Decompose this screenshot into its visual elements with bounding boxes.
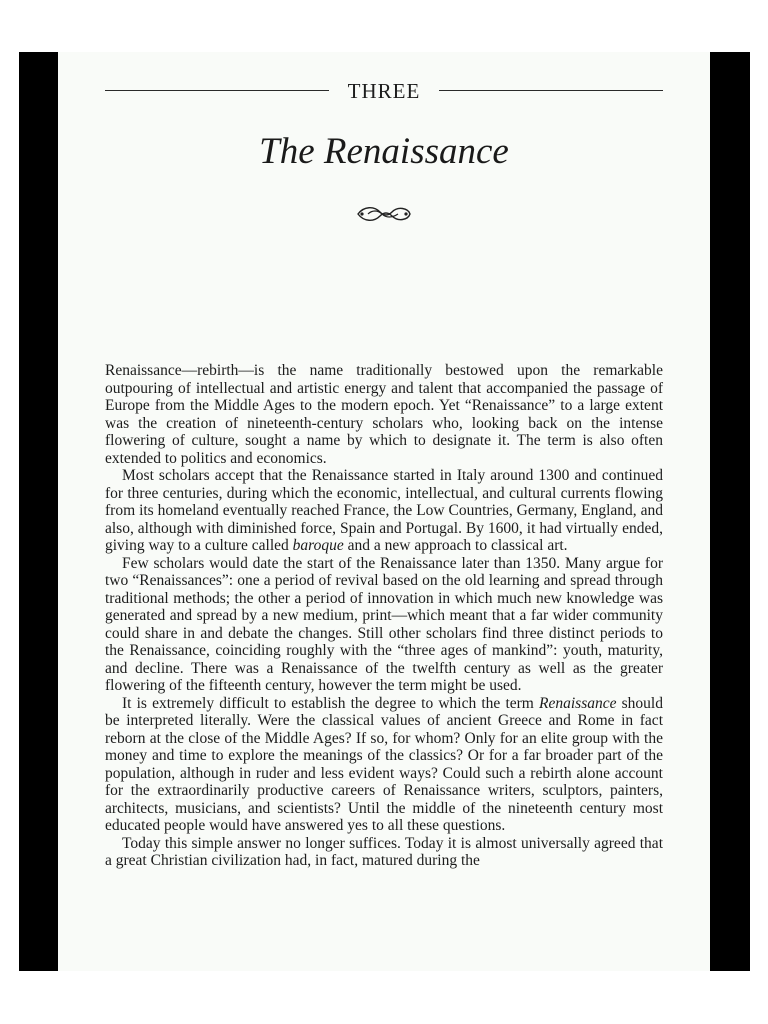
paragraph [105, 467, 663, 555]
chapter-body-text [105, 362, 663, 870]
italic-term: Renaissance [539, 694, 617, 712]
chapter-title: The Renaissance [259, 131, 509, 172]
italic-term: baroque [292, 537, 344, 554]
text-segment: Few scholars would date the start of the Renaissance later than 1350. Many argue for two “Renaissances”: one a period of revival based on the old learning and spread through traditional methods; the other a period of innovation in which much new knowledge was generated and spread by a new medium, print—which meant that a far wider community could share in and debate the changes. Still other scholars find three distinct periods to the Renaissance, coinciding roughly with the “three ages of mankind”: youth, maturity, and decline. There was a Renaissance of the twelfth century as well as the greater flowering of the fifteenth century, however the term might be used. [105, 554, 663, 694]
text-segment: should be interpreted literally. Were the classical values of ancient Greece and Rome in fact reborn at the close of the Middle Ages? If so, for whom? Only for an elite group with the money and time to explore the meanings of the classics? Or for a far broader part of the population, although in ruder and less evident ways? Could such a rebirth alone account for the extraordinarily productive careers of Renaissance writers, sculptors, painters, architects, musicians, and scientists? Until the middle of the nineteenth century most educated people would have answered yes to all these questions. [105, 694, 663, 834]
text-segment: It is extremely difficult to establish the degree to which the term [122, 694, 540, 712]
paragraph [105, 362, 663, 467]
paragraph [105, 695, 663, 835]
text-segment: and a new approach to classical art. [343, 537, 568, 554]
book-page [58, 52, 710, 971]
paragraph [105, 555, 663, 695]
paragraph [105, 835, 663, 870]
flourish-ornament-icon [354, 202, 414, 226]
text-segment: Most scholars accept that the Renaissance started in Italy around 1300 and continued for three centuries, during which the economic, intellectual, and cultural currents flowing from its homeland eventually reached France, the Low Countries, Germany, England, and also, although with diminished force, Spain and Portugal. By 1600, it had virtually ended, giving way to a culture called [105, 467, 663, 554]
text-segment: Renaissance—rebirth—is the name traditionally bestowed upon the remarkable outpouring of intellectual and artistic energy and talent that accompanied the passage of Europe from the Middle Ages to the modern epoch. Yet “Renaissance” to a large extent was the creation of nineteenth-century scholars who, looking back on the intense flowering of culture, sought a name by which to designate it. The term is also often extended to politics and economics. [105, 362, 663, 467]
chapter-number: THREE [347, 79, 421, 103]
text-segment: Today this simple answer no longer suffices. Today it is almost universally agreed that a great Christian civilization had, in fact, matured during the [105, 834, 663, 869]
